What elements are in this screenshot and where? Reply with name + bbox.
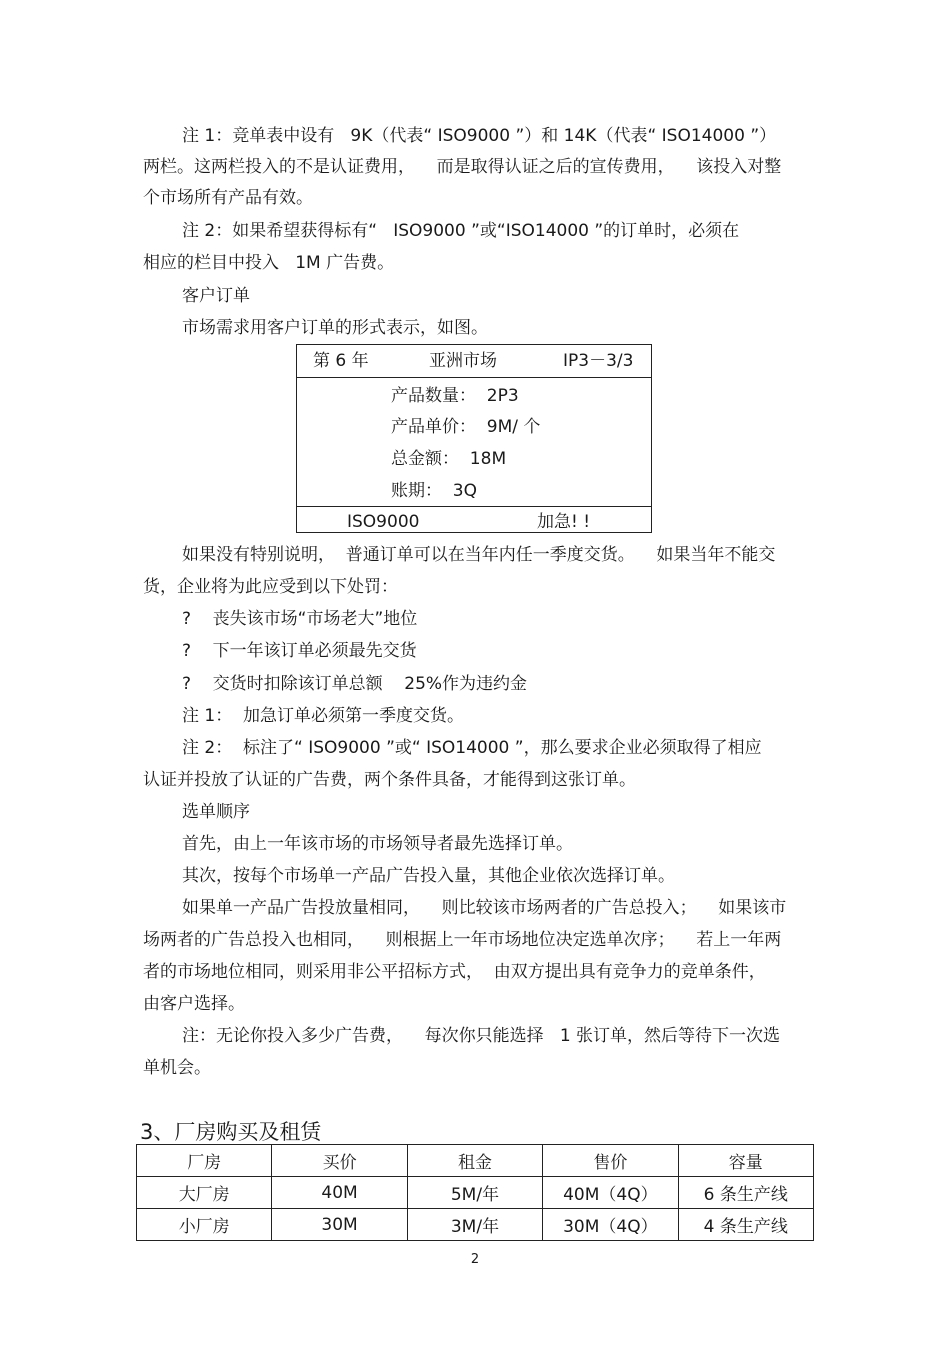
paragraph-line: 如果没有特别说明， 普通订单可以在当年内任一季度交货。 如果当年不能交 [182,545,776,565]
table-cell: 30M（4Q） [543,1209,678,1241]
paragraph-line: 个市场所有产品有效。 [143,188,313,208]
order-code: IP3－3/3 [563,351,634,371]
order-year: 第 6 年 [313,351,369,371]
paragraph-line: 由客户选择。 [143,994,245,1014]
card-divider-bottom [297,506,651,507]
order-term: 账期： 3Q [391,481,478,501]
list-item: ? 交货时扣除该订单总额 25%作为违约金 [182,674,528,694]
table-header-cell: 容量 [678,1145,813,1177]
order-cert: ISO9000 [347,512,420,532]
table-header-cell: 售价 [543,1145,678,1177]
order-unit-price: 产品单价： 9M/ 个 [391,417,541,437]
order-card [296,344,652,533]
table-cell: 40M [272,1177,407,1209]
list-item: ? 丧失该市场“市场老大”地位 [182,609,418,629]
paragraph-line: 首先，由上一年该市场的市场领导者最先选择订单。 [182,834,573,854]
table-row [137,1177,814,1209]
page-number: 2 [470,1252,480,1267]
paragraph-line: 如果单一产品广告投放量相同， 则比较该市场两者的广告总投入； 如果该市 [182,898,787,918]
table-cell: 小厂房 [137,1209,272,1241]
order-market: 亚洲市场 [429,351,497,371]
paragraph-line: 注 1： 加急订单必须第一季度交货。 [182,706,465,726]
table-cell: 3M/年 [407,1209,542,1241]
paragraph-line: 其次，按每个市场单一产品广告投入量，其他企业依次选择订单。 [182,866,675,886]
table-header-cell: 厂房 [137,1145,272,1177]
list-item: ? 下一年该订单必须最先交货 [182,641,417,661]
table-header-cell: 租金 [407,1145,542,1177]
paragraph-line: 注 2：如果希望获得标有“ ISO9000 ”或“ISO14000 ”的订单时，必须在 [182,221,740,241]
table-header-row [137,1145,814,1177]
paragraph-line: 注：无论你投入多少广告费， 每次你只能选择 1 张订单，然后等待下一次选 [182,1026,781,1046]
paragraph-line: 认证并投放了认证的广告费，两个条件具备，才能得到这张订单。 [143,770,636,790]
table-cell: 5M/年 [407,1177,542,1209]
paragraph-line: 注 1：竞单表中设有 9K（代表“ ISO9000 ”）和 14K（代表“ ISO14000 ”） [182,126,777,146]
subheading-customer-orders: 客户订单 [182,286,250,306]
paragraph-line: 市场需求用客户订单的形式表示，如图。 [182,318,488,338]
table-cell: 4 条生产线 [678,1209,813,1241]
subheading-selection-order: 选单顺序 [182,802,250,822]
order-quantity: 产品数量： 2P3 [391,386,519,406]
paragraph-line: 单机会。 [143,1058,211,1078]
table-cell: 6 条生产线 [678,1177,813,1209]
paragraph-line: 场两者的广告总投入也相同， 则根据上一年市场地位决定选单次序； 若上一年两 [143,930,782,950]
paragraph-line: 两栏。这两栏投入的不是认证费用， 而是取得认证之后的宣传费用， 该投入对整 [143,157,782,177]
table-cell: 大厂房 [137,1177,272,1209]
table-row [137,1209,814,1241]
card-divider-top [297,377,651,378]
factory-table [136,1144,814,1241]
table-header-cell: 买价 [272,1145,407,1177]
paragraph-line: 注 2： 标注了“ ISO9000 ”或“ ISO14000 ”，那么要求企业必须取得了相应 [182,738,762,758]
paragraph-line: 货，企业将为此应受到以下处罚： [143,577,398,597]
table-cell: 30M [272,1209,407,1241]
table-cell: 40M（4Q） [543,1177,678,1209]
paragraph-line: 者的市场地位相同，则采用非公平招标方式， 由双方提出具有竞争力的竞单条件， [143,962,766,982]
order-total: 总金额： 18M [391,449,507,469]
paragraph-line: 相应的栏目中投入 1M 广告费。 [143,253,395,273]
order-urgent: 加急! ! [537,512,591,532]
section-title: 3、厂房购买及租赁 [140,1120,322,1144]
